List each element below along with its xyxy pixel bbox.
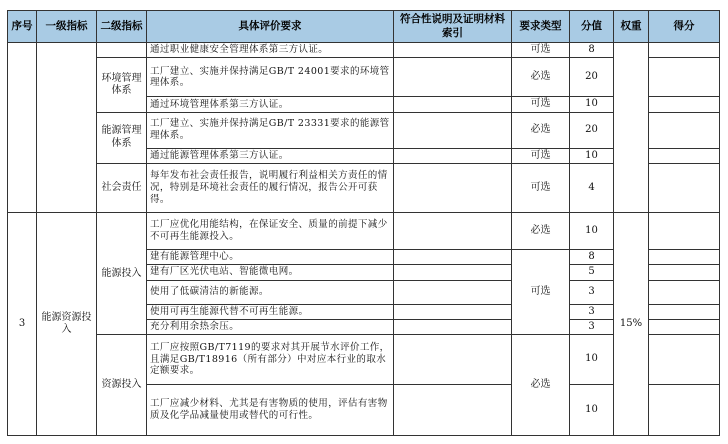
header-req-type: 要求类型 [512,11,570,43]
result-cell[interactable] [649,320,720,335]
level2-cell: 社会责任 [97,164,147,213]
req-type-cell: 可选 [512,250,570,335]
req-type-cell: 必选 [512,58,570,97]
score-cell: 3 [570,320,614,335]
evidence-cell[interactable] [394,335,512,384]
header-weight: 权重 [614,11,649,43]
req-type-cell: 必选 [512,112,570,148]
requirement-cell: 每年发布社会责任报告，说明履行利益相关方责任的情况，特别是环境社会责任的履行情况，报告公开可获得。 [147,164,394,213]
score-cell: 10 [570,97,614,112]
requirement-cell: 建有厂区光伏电站、智能微电网。 [147,264,394,280]
level2-cell: 环境管理体系 [97,58,147,112]
header-evidence: 符合性说明及证明材料索引 [394,11,512,43]
result-cell[interactable] [649,112,720,148]
header-level2: 二级指标 [97,11,147,43]
table-header [8,11,720,43]
header-result: 得分 [649,11,720,43]
score-cell: 5 [570,264,614,280]
weight-cell: 15% [614,213,649,436]
table-row [8,58,720,97]
requirement-cell: 工厂建立、实施并保持满足GB/T 23331要求的能源管理体系。 [147,112,394,148]
score-cell: 10 [570,335,614,384]
req-type-cell: 可选 [512,97,570,112]
score-cell: 10 [570,213,614,250]
weight-cell-prev [614,43,649,213]
level1-cell: 能源资源投入 [37,213,97,436]
evidence-cell[interactable] [394,320,512,335]
evidence-cell[interactable] [394,213,512,250]
score-cell: 8 [570,250,614,264]
level2-cell-prev [97,43,147,58]
level2-cell: 能源投入 [97,213,147,335]
result-cell[interactable] [649,264,720,280]
result-cell[interactable] [649,164,720,213]
result-cell[interactable] [649,384,720,435]
evidence-cell[interactable] [394,304,512,319]
header-requirement: 具体评价要求 [147,11,394,43]
evidence-cell[interactable] [394,164,512,213]
req-type-cell: 可选 [512,43,570,58]
requirement-cell: 使用了低碳清洁的新能源。 [147,281,394,305]
result-cell[interactable] [649,281,720,305]
evidence-cell[interactable] [394,43,512,58]
req-type-cell: 可选 [512,164,570,213]
level2-cell: 资源投入 [97,335,147,436]
requirement-cell: 通过环境管理体系第三方认证。 [147,97,394,112]
seq-cell: 3 [8,213,37,436]
header-score: 分值 [570,11,614,43]
score-cell: 8 [570,43,614,58]
header-seq: 序号 [8,11,37,43]
evidence-cell[interactable] [394,148,512,163]
requirement-cell: 充分利用余热余压。 [147,320,394,335]
req-type-cell: 必选 [512,335,570,436]
req-type-cell: 必选 [512,213,570,250]
result-cell[interactable] [649,250,720,264]
result-cell[interactable] [649,213,720,250]
table-row [8,213,720,250]
result-cell[interactable] [649,43,720,58]
result-cell[interactable] [649,58,720,97]
evidence-cell[interactable] [394,250,512,264]
evidence-cell[interactable] [394,97,512,112]
table-row [8,112,720,148]
table-row [8,335,720,384]
requirement-cell: 工厂建立、实施并保持满足GB/T 24001要求的环境管理体系。 [147,58,394,97]
level2-cell: 能源管理体系 [97,112,147,163]
requirement-cell: 工厂应优化用能结构，在保证安全、质量的前提下减少不可再生能源投入。 [147,213,394,250]
table-row [8,164,720,213]
score-cell: 3 [570,281,614,305]
level1-cell-prev [37,43,97,213]
requirement-cell: 通过职业健康安全管理体系第三方认证。 [147,43,394,58]
requirement-cell: 使用可再生能源代替不可再生能源。 [147,304,394,319]
evidence-cell[interactable] [394,112,512,148]
requirement-cell: 工厂应按照GB/T7119的要求对其开展节水评价工作，且满足GB/T18916（所有部分）中对应本行业的取水定额要求。 [147,335,394,384]
score-cell: 20 [570,112,614,148]
score-cell: 4 [570,164,614,213]
evidence-cell[interactable] [394,58,512,97]
score-cell: 10 [570,384,614,435]
result-cell[interactable] [649,148,720,163]
req-type-cell: 可选 [512,148,570,163]
score-cell: 10 [570,148,614,163]
result-cell[interactable] [649,335,720,384]
seq-cell-prev [8,43,37,213]
table-row [8,43,720,58]
requirement-cell: 工厂应减少材料、尤其是有害物质的使用，评估有害物质及化学品减量使用或替代的可行性。 [147,384,394,435]
score-cell: 20 [570,58,614,97]
evidence-cell[interactable] [394,384,512,435]
evidence-cell[interactable] [394,264,512,280]
requirement-cell: 建有能源管理中心。 [147,250,394,264]
score-cell: 3 [570,304,614,319]
result-cell[interactable] [649,304,720,319]
result-cell[interactable] [649,97,720,112]
evidence-cell[interactable] [394,281,512,305]
evaluation-table [7,10,720,436]
requirement-cell: 通过能源管理体系第三方认证。 [147,148,394,163]
header-level1: 一级指标 [37,11,97,43]
